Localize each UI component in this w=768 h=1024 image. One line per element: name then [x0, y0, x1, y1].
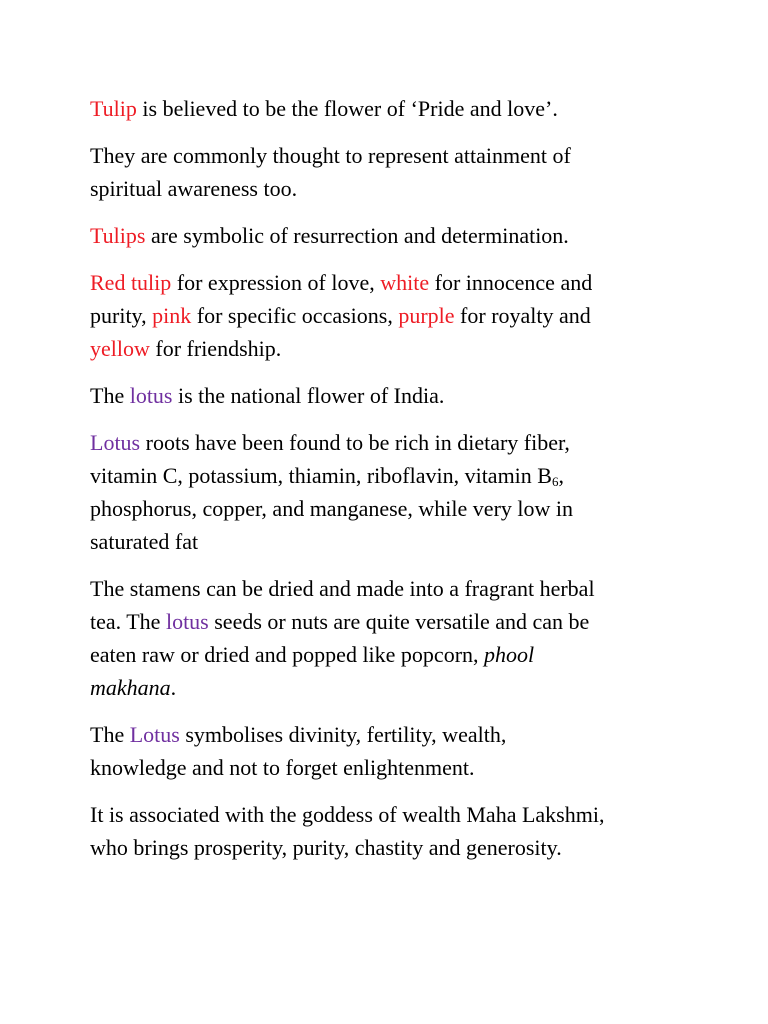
text-line	[90, 638, 730, 671]
text-run: for friendship.	[149, 336, 282, 361]
subscript: 6	[551, 474, 559, 489]
text-line	[90, 332, 730, 365]
text-line	[90, 426, 730, 459]
highlight-tulips: Tulips	[90, 223, 146, 248]
text-run: eaten raw or dried and popped like popcorn,	[90, 642, 485, 667]
paragraph-tulip-colors	[90, 266, 730, 365]
text-run: .	[170, 675, 177, 700]
text-line	[90, 605, 730, 638]
text-line	[90, 379, 730, 412]
text-run: purity,	[90, 303, 153, 328]
text-line	[90, 718, 730, 751]
text-run: for expression of love,	[171, 270, 381, 295]
text-line	[90, 219, 730, 252]
text-run: is believed to be the flower of ‘Pride and love’.	[136, 96, 558, 121]
text-line: knowledge and not to forget enlightenment.	[90, 755, 475, 780]
text-run: for royalty and	[454, 303, 591, 328]
text-line	[90, 92, 730, 125]
text-run: ,	[558, 463, 564, 488]
paragraph-lotus-national	[90, 379, 730, 412]
highlight-red-tulip: Red tulip	[90, 270, 172, 295]
text-run: seeds or nuts are quite versatile and can be	[208, 609, 590, 634]
text-line	[90, 266, 730, 299]
highlight-lotus: Lotus	[90, 430, 141, 455]
italic-phool: phool	[484, 642, 535, 667]
text-line: phosphorus, copper, and manganese, while very low in	[90, 496, 574, 521]
highlight-pink: pink	[152, 303, 192, 328]
text-run: for specific occasions,	[191, 303, 399, 328]
highlight-tulip: Tulip	[90, 96, 137, 121]
text-run: The	[90, 722, 130, 747]
highlight-lotus: lotus	[165, 609, 209, 634]
highlight-lotus: Lotus	[129, 722, 180, 747]
text-line	[90, 671, 730, 704]
text-line: They are commonly thought to represent attainment of	[90, 143, 571, 168]
highlight-purple: purple	[398, 303, 455, 328]
paragraph-lotus-symbolises	[90, 718, 730, 784]
document-page	[90, 92, 730, 878]
text-run: symbolises divinity, fertility, wealth,	[179, 722, 507, 747]
highlight-white: white	[380, 270, 430, 295]
paragraph-spiritual	[90, 139, 730, 205]
text-run: tea. The	[90, 609, 166, 634]
paragraph-lotus-roots	[90, 426, 730, 558]
paragraph-tulips-symbolic	[90, 219, 730, 252]
text-run: for innocence and	[429, 270, 593, 295]
text-run: The	[90, 383, 130, 408]
text-run: are symbolic of resurrection and determination.	[145, 223, 569, 248]
text-line: It is associated with the goddess of wealth Maha Lakshmi,	[90, 802, 605, 827]
text-run: roots have been found to be rich in dietary fiber,	[140, 430, 570, 455]
paragraph-tulip-pride	[90, 92, 730, 125]
text-line: saturated fat	[90, 529, 199, 554]
text-run: vitamin C, potassium, thiamin, riboflavin, vitamin B	[90, 463, 552, 488]
text-line	[90, 299, 730, 332]
paragraph-stamens	[90, 572, 730, 704]
highlight-lotus: lotus	[129, 383, 173, 408]
italic-makhana: makhana	[90, 675, 171, 700]
text-line	[90, 459, 730, 492]
highlight-yellow: yellow	[90, 336, 150, 361]
text-line: who brings prosperity, purity, chastity and generosity.	[90, 835, 562, 860]
text-run: is the national flower of India.	[172, 383, 445, 408]
paragraph-lakshmi	[90, 798, 730, 864]
text-line: The stamens can be dried and made into a fragrant herbal	[90, 576, 595, 601]
text-line: spiritual awareness too.	[90, 176, 298, 201]
